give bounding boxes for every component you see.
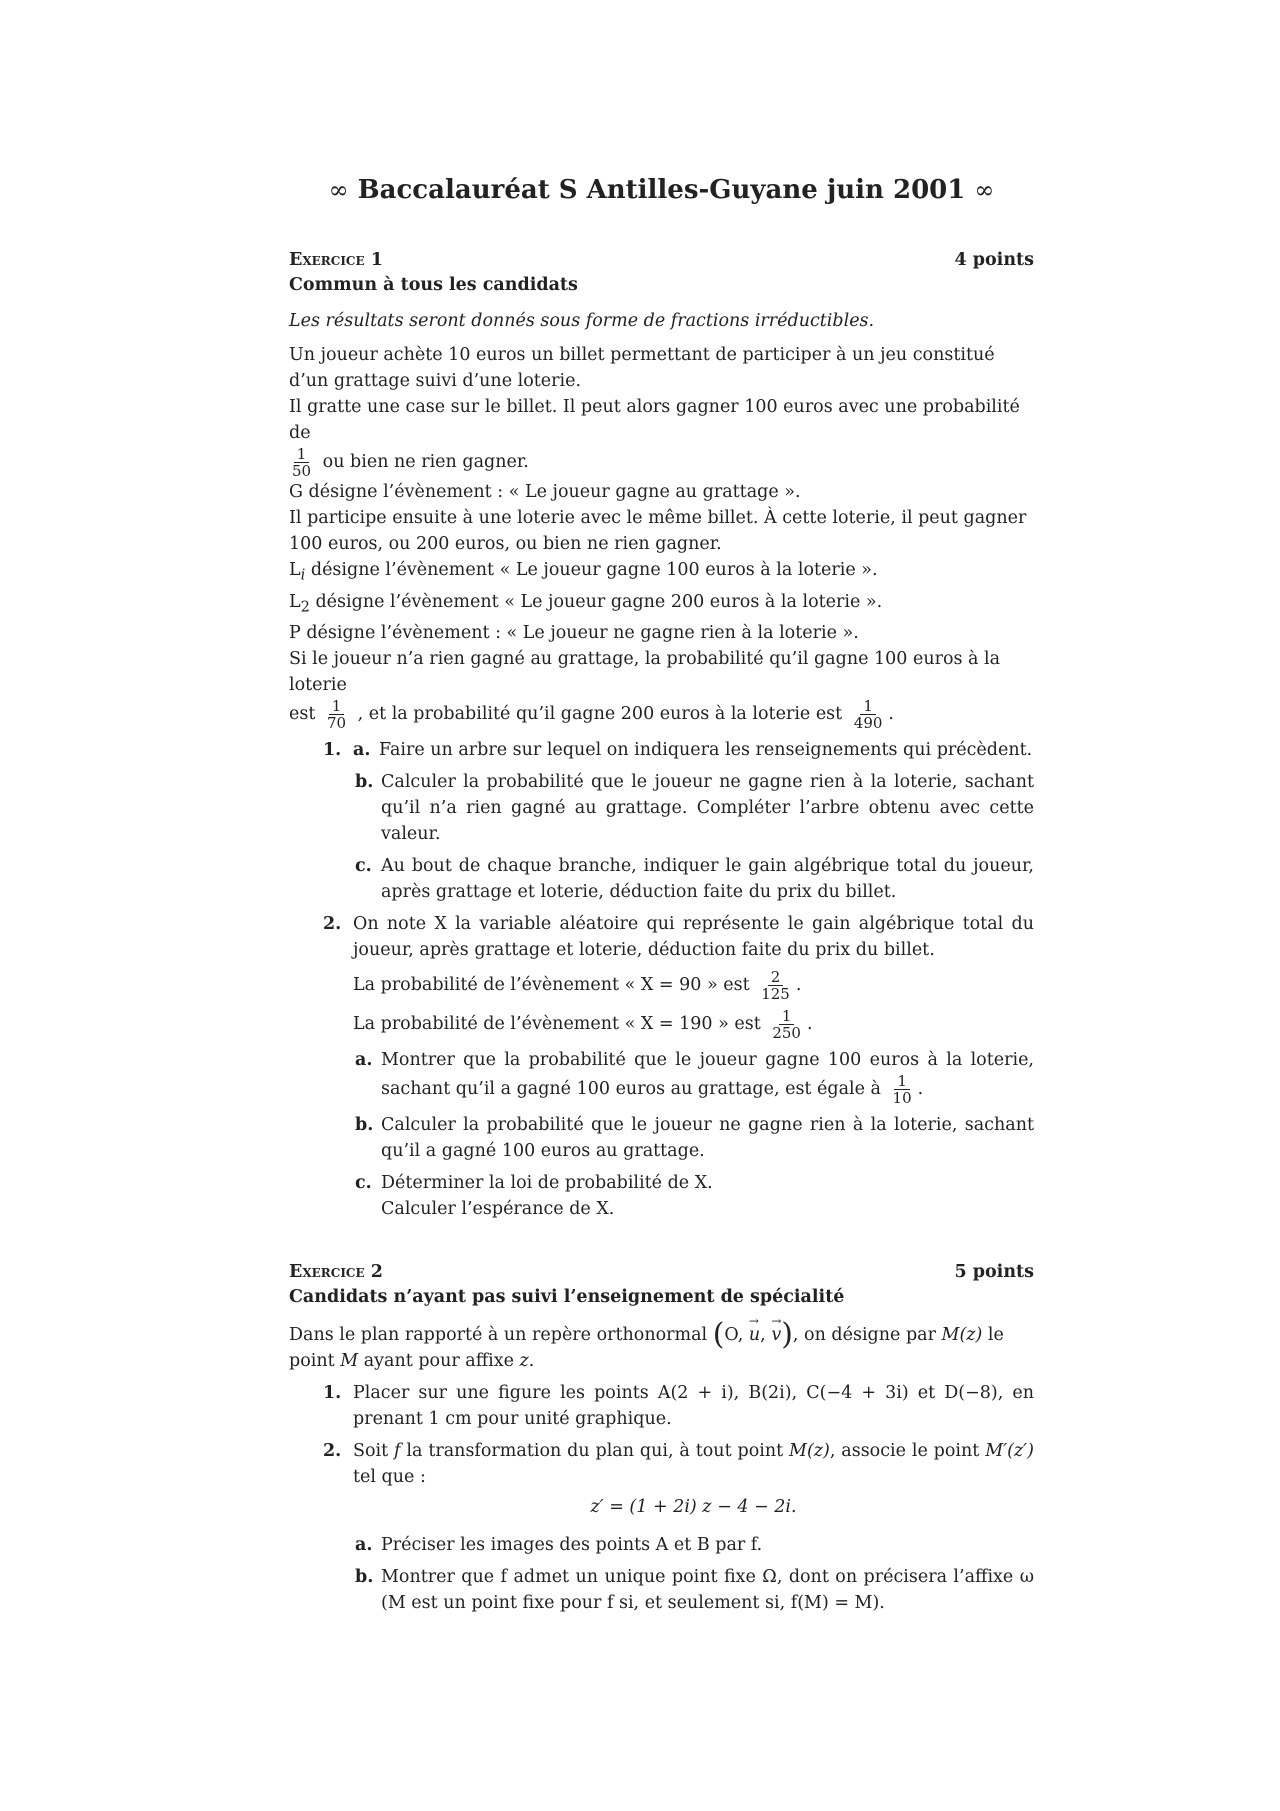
ex1-p2-end: ou bien ne rien gagner. [322,452,529,472]
math: f [394,1441,401,1461]
ex2-question-2a [289,1532,1034,1558]
question-text: Placer sur une figure les points A(2 + i), B(2i), C(−4 + 3i) et D(−8), en prenant 1 cm pour unité graphique. [353,1383,1034,1429]
ornament-right-icon: ∞ [974,176,995,204]
math: M [340,1351,359,1371]
question-text [381,1170,1034,1222]
exercise-2 [289,1260,1034,1616]
event-letter: L [289,591,301,612]
fraction-numerator: 2 [768,969,784,986]
exercise-2-header [289,1260,1034,1284]
text: La probabilité de l’évènement « X = 90 » est [353,975,750,995]
question-number: 2. [323,1441,342,1461]
text: , on désigne par [792,1325,936,1345]
vector-v: → v [771,1322,781,1348]
math: M′(z′) [985,1441,1034,1461]
text: la transformation du plan qui, à tout point [406,1441,784,1461]
exercise-2-points: 5 points [954,1262,1034,1282]
question-text: Au bout de chaque branche, indiquer le gain algébrique total du joueur, après grattage et loterie, déduction faite du prix du billet. [381,856,1034,902]
text: Déterminer la loi de probabilité de X. [381,1173,713,1193]
question-text: Calculer la probabilité que le joueur ne gagne rien à la loterie, sachant qu’il n’a rien gagné au grattage. Compléter l’arbre obtenu avec cette valeur. [381,772,1034,844]
math: z [519,1351,529,1371]
fraction-numerator: 1 [894,1073,910,1090]
ex1-paragraph-9 [289,698,1034,731]
subquestion-label: c. [355,856,372,876]
ex2-question-2b [289,1564,1034,1616]
question-text [353,1438,1034,1490]
text: Calculer l’espérance de X. [381,1199,615,1219]
fraction-denominator: 50 [292,462,312,480]
fraction-denominator: 250 [772,1024,801,1042]
ex1-paragraph-3: G désigne l’évènement : « Le joueur gagne au grattage ». [289,482,801,502]
ex2-question-2 [289,1438,1034,1526]
event-definition: désigne l’évènement « Le joueur gagne 100 euros à la loterie ». [310,560,878,580]
ex1-paragraph-2 [289,394,1034,479]
math: M(z) [941,1325,983,1345]
question-number: 2. [323,914,342,934]
exercise-1-instruction: Les résultats seront donnés sous forme de fractions irréductibles. [289,311,875,331]
exercise-1-points: 4 points [954,250,1034,270]
event-letter: L [289,560,301,580]
exercise-2-heading: Exercice 2 [289,1262,383,1282]
transformation-equation: z′ = (1 + 2i) z − 4 − 2i. [590,1497,797,1517]
fraction-denominator: 125 [761,985,790,1003]
question-text: Faire un arbre sur lequel on indiquera les renseignements qui précèdent. [379,740,1033,760]
exercise-1-subtitle: Commun à tous les candidats [289,275,578,295]
subquestion-label: b. [355,772,374,792]
fraction-numerator: 1 [860,698,876,715]
subquestion-label: b. [355,1115,374,1135]
exercise-1 [289,248,1034,1222]
fraction-denominator: 490 [853,714,883,732]
fraction-1-70 [324,698,349,731]
text: ayant pour affixe [363,1351,514,1371]
text: Montrer que la probabilité que le joueur gagne 100 euros à la loterie, sachant qu’il a gagné 100 euros au grattage, est égale à [381,1050,1034,1099]
text: le point [289,1325,1004,1371]
ex1-paragraph-6 [289,589,1034,621]
text: tel que : [353,1467,426,1487]
fraction-denominator: 70 [326,714,347,732]
ex2-intro: Dans le plan rapporté à un repère orthonormal (O, → u, → v), on désigne par M(z) le point M ayant pour affixe z. [289,1322,1034,1374]
text: La probabilité de l’évènement « X = 190 » est [353,1014,761,1034]
fraction-1-10 [890,1073,915,1106]
event-subscript: 2 [300,598,310,615]
fraction-numerator: 1 [329,698,345,715]
exercise-1-heading: Exercice 1 [289,250,383,270]
text: Soit [353,1441,389,1461]
question-2 [289,911,1034,1041]
subquestion-label: a. [353,740,371,760]
question-text: Montrer que la probabilité que le joueur gagne 100 euros à la loterie, sachant qu’il a gagné 100 euros au grattage, est égale à $\frac{1}{10}$ . [381,1050,1034,1107]
ex2-question-1 [289,1380,1034,1432]
question-2a [289,1047,1034,1106]
fraction-numerator: 1 [294,446,310,463]
paren: ( [712,1317,725,1352]
ex1-paragraph-1: Un joueur achète 10 euros un billet permettant de participer à un jeu constitué d’un grattage suivi d’une loterie. [289,345,995,391]
question-number: 1. [323,1383,342,1403]
subquestion-label: b. [355,1567,374,1587]
math: M(z) [789,1441,830,1461]
fraction-1-250 [769,1008,804,1041]
subquestion-label: a. [355,1050,373,1070]
text: . [888,704,894,724]
document-content [289,170,1034,1616]
ex1-paragraph-8: Si le joueur n’a rien gagné au grattage, la probabilité qu’il gagne 100 euros à la loterie [289,649,1001,695]
ex1-p2-text: Il gratte une case sur le billet. Il peut alors gagner 100 euros avec une probabilité de [289,397,1020,443]
ex1-paragraph-4: Il participe ensuite à une loterie avec le même billet. À cette loterie, il peut gagner 100 euros, ou 200 euros, ou bien ne rien gagner. [289,508,1027,554]
exercise-2-subtitle: Candidats n’ayant pas suivi l’enseignement de spécialité [289,1287,845,1307]
question-text: Calculer la probabilité que le joueur ne gagne rien à la loterie, sachant qu’il a gagné 100 euros au grattage. [381,1115,1034,1161]
ex1-paragraph-5 [289,557,1034,589]
paren: ) [781,1317,793,1352]
ornament-left-icon: ∞ [328,176,349,204]
fraction-2-125 [758,969,793,1002]
text: Dans le plan rapporté à un repère orthonormal [289,1325,708,1345]
event-definition: désigne l’évènement « Le joueur gagne 200 euros à la loterie ». [315,591,883,612]
question-text: Préciser les images des points A et B par f. [381,1535,763,1555]
page-title [289,170,1034,210]
fraction-denominator: 10 [892,1089,912,1107]
text: est [289,704,316,724]
question-2-body [353,911,1034,1041]
question-text: On note X la variable aléatoire qui représente le gain algébrique total du joueur, après grattage et loterie, déduction faite du prix du billet. [353,914,1034,960]
question-1c [289,853,1034,905]
probability-x90: La probabilité de l’évènement « X = 90 » est $\frac{2}{125}$ . [353,968,802,1003]
question-1-1a [289,737,1034,763]
origin: O, [724,1325,744,1345]
question-1b [289,769,1034,847]
fraction-numerator: 1 [779,1008,795,1025]
question-2c [289,1170,1034,1222]
subquestion-label: c. [355,1173,372,1193]
event-subscript: i [300,566,306,584]
fraction-1-50 [289,446,314,479]
fraction-1-490 [851,698,886,731]
question-number: 1. [323,740,342,760]
text: , et la probabilité qu’il gagne 200 euros à la loterie est [357,704,843,724]
exercise-1-header [289,248,1034,272]
question-2-body [353,1438,1034,1526]
question-text: Montrer que f admet un unique point fixe Ω, dont on précisera l’affixe ω (M est un point fixe pour f si, et seulement si, f(M) = M). [381,1567,1034,1613]
ex1-paragraph-7: P désigne l’évènement : « Le joueur ne gagne rien à la loterie ». [289,623,859,643]
vector-u: → u [749,1322,760,1348]
text: , associe le point [829,1441,980,1461]
question-2b [289,1112,1034,1164]
subquestion-label: a. [355,1535,373,1555]
title-text: Baccalauréat S Antilles-Guyane juin 2001 [357,175,966,205]
probability-x190: La probabilité de l’évènement « X = 190 » est $\frac{1}{250}$ . [353,1007,813,1042]
